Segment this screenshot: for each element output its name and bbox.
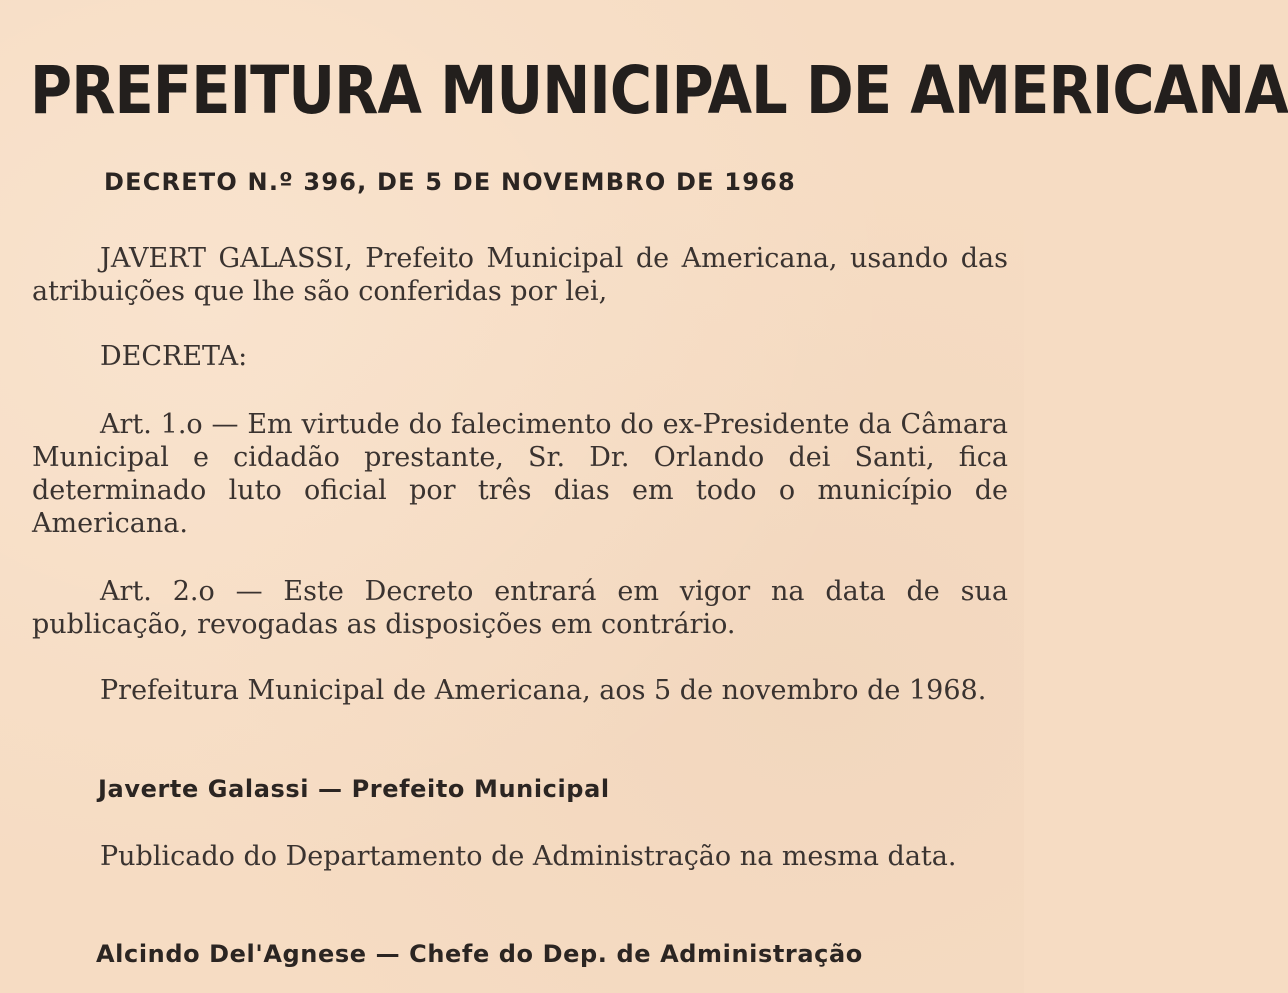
preamble-paragraph: JAVERT GALASSI, Prefeito Municipal de Americana, usando das atribuições que lhe são conferidas por lei, bbox=[32, 243, 1008, 307]
mayor-signature: Javerte Galassi — Prefeito Municipal bbox=[98, 775, 610, 803]
decree-title: DECRETO N.º 396, DE 5 DE NOVEMBRO DE 1968 bbox=[104, 168, 796, 196]
decreta-label: DECRETA: bbox=[100, 341, 248, 372]
headline: PREFEITURA MUNICIPAL DE AMERICANA bbox=[30, 52, 1288, 129]
article-2-paragraph: Art. 2.o — Este Decreto entrará em vigor na data de sua publicação, revogadas as disposições em contrário. bbox=[32, 576, 1008, 640]
article-1-paragraph: Art. 1.o — Em virtude do falecimento do ex-Presidente da Câmara Municipal e cidadão prestante, Sr. Dr. Orlando dei Santi, fica determinado luto oficial por três dias em todo o município de Americana. bbox=[32, 409, 1008, 539]
chief-signature: Alcindo Del'Agnese — Chefe do Dep. de Administração bbox=[96, 940, 863, 968]
closing-paragraph: Prefeitura Municipal de Americana, aos 5 de novembro de 1968. bbox=[100, 675, 987, 706]
publication-note: Publicado do Departamento de Administração na mesma data. bbox=[100, 841, 957, 872]
